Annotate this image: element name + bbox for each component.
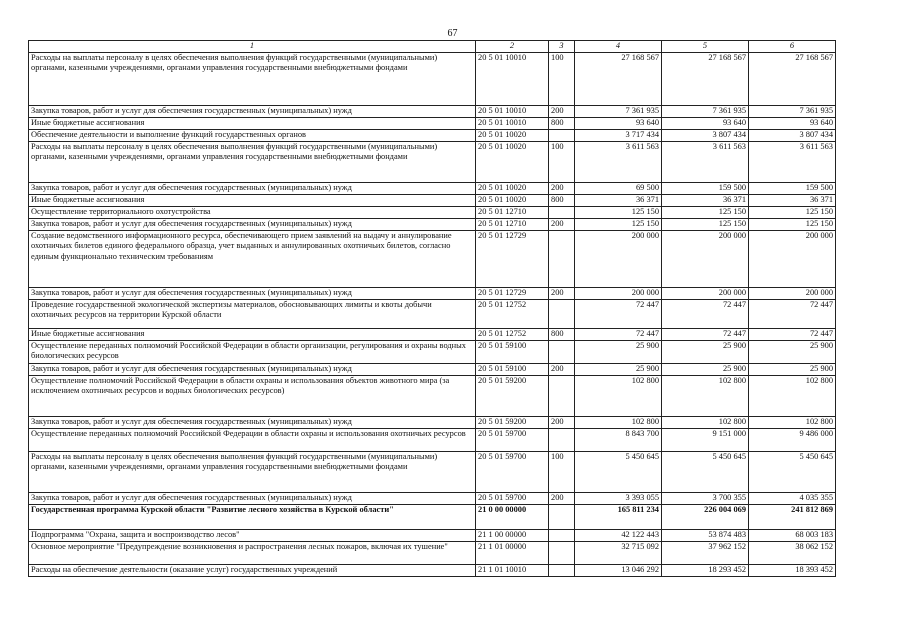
row-amount-year-1-cell: 93 640 <box>575 117 662 129</box>
row-code-cell: 20 5 01 10010 <box>476 117 549 129</box>
table-row <box>29 541 836 564</box>
row-code-cell: 20 5 01 59200 <box>476 416 549 428</box>
header-cell-expense-type: 3 <box>549 41 575 53</box>
row-code-cell: 20 5 01 12752 <box>476 299 549 328</box>
row-amount-year-2-cell: 226 004 069 <box>662 504 749 529</box>
header-cell-name: 1 <box>29 41 476 53</box>
row-amount-year-1-cell: 69 500 <box>575 182 662 194</box>
row-name-cell: Закупка товаров, работ и услуг для обеспечения государственных (муниципальных) нужд <box>29 363 476 375</box>
row-amount-year-3-cell: 159 500 <box>749 182 836 194</box>
row-amount-year-2-cell: 3 611 563 <box>662 141 749 182</box>
row-amount-year-2-cell: 159 500 <box>662 182 749 194</box>
row-expense-type-cell <box>549 564 575 576</box>
row-amount-year-3-cell: 93 640 <box>749 117 836 129</box>
row-amount-year-2-cell: 25 900 <box>662 340 749 363</box>
row-expense-type-cell: 100 <box>549 451 575 492</box>
row-expense-type-cell: 100 <box>549 52 575 105</box>
row-amount-year-3-cell: 72 447 <box>749 328 836 340</box>
row-name-cell: Проведение государственной экологической экспертизы материалов, обосновывающих лимиты и квоты добычи охотничьих ресурсов на территории Курской области <box>29 299 476 328</box>
row-code-cell: 20 5 01 12710 <box>476 206 549 218</box>
row-expense-type-cell: 200 <box>549 287 575 299</box>
row-name-cell: Расходы на обеспечение деятельности (оказание услуг) государственных учреждений <box>29 564 476 576</box>
row-code-cell: 20 5 01 10020 <box>476 129 549 141</box>
row-name-cell: Закупка товаров, работ и услуг для обеспечения государственных (муниципальных) нужд <box>29 416 476 428</box>
row-expense-type-cell <box>549 428 575 451</box>
budget-table <box>28 40 836 577</box>
row-amount-year-3-cell: 25 900 <box>749 340 836 363</box>
row-expense-type-cell <box>549 206 575 218</box>
table-row <box>29 117 836 129</box>
table-row <box>29 52 836 105</box>
row-amount-year-1-cell: 13 046 292 <box>575 564 662 576</box>
row-name-cell: Закупка товаров, работ и услуг для обеспечения государственных (муниципальных) нужд <box>29 218 476 230</box>
row-name-cell: Иные бюджетные ассигнования <box>29 194 476 206</box>
row-name-cell: Иные бюджетные ассигнования <box>29 117 476 129</box>
row-code-cell: 20 5 01 10020 <box>476 182 549 194</box>
row-name-cell: Расходы на выплаты персоналу в целях обеспечения выполнения функций государственными (муниципальными) органами, казенными учреждениями, органами управления государственными внебюджетными фондами <box>29 52 476 105</box>
row-expense-type-cell: 100 <box>549 141 575 182</box>
row-amount-year-2-cell: 125 150 <box>662 218 749 230</box>
row-amount-year-2-cell: 200 000 <box>662 230 749 287</box>
row-amount-year-2-cell: 125 150 <box>662 206 749 218</box>
row-expense-type-cell: 200 <box>549 363 575 375</box>
table-row <box>29 141 836 182</box>
row-amount-year-2-cell: 3 700 355 <box>662 492 749 504</box>
table-row <box>29 451 836 492</box>
row-name-cell: Основное мероприятие "Предупреждение возникновения и распространения лесных пожаров, включая их тушение" <box>29 541 476 564</box>
table-row <box>29 218 836 230</box>
row-expense-type-cell <box>549 340 575 363</box>
row-amount-year-3-cell: 68 003 183 <box>749 529 836 541</box>
row-code-cell: 21 1 01 10010 <box>476 564 549 576</box>
row-amount-year-2-cell: 5 450 645 <box>662 451 749 492</box>
table-row <box>29 529 836 541</box>
table-row <box>29 340 836 363</box>
row-name-cell: Иные бюджетные ассигнования <box>29 328 476 340</box>
row-expense-type-cell <box>549 129 575 141</box>
header-cell-year-2: 5 <box>662 41 749 53</box>
row-code-cell: 21 1 00 00000 <box>476 529 549 541</box>
row-name-cell: Подпрограмма "Охрана, защита и воспроизводство лесов" <box>29 529 476 541</box>
table-row <box>29 105 836 117</box>
table-row <box>29 206 836 218</box>
row-amount-year-1-cell: 25 900 <box>575 363 662 375</box>
row-code-cell: 20 5 01 59700 <box>476 492 549 504</box>
row-amount-year-1-cell: 165 811 234 <box>575 504 662 529</box>
table-row <box>29 504 836 529</box>
row-expense-type-cell <box>549 299 575 328</box>
row-amount-year-3-cell: 102 800 <box>749 375 836 416</box>
row-code-cell: 20 5 01 12752 <box>476 328 549 340</box>
row-amount-year-3-cell: 25 900 <box>749 363 836 375</box>
row-code-cell: 20 5 01 10020 <box>476 141 549 182</box>
row-amount-year-3-cell: 241 812 869 <box>749 504 836 529</box>
row-code-cell: 21 0 00 00000 <box>476 504 549 529</box>
row-code-cell: 20 5 01 59200 <box>476 375 549 416</box>
row-amount-year-2-cell: 18 293 452 <box>662 564 749 576</box>
row-code-cell: 20 5 01 12729 <box>476 230 549 287</box>
row-amount-year-1-cell: 125 150 <box>575 206 662 218</box>
row-name-cell: Закупка товаров, работ и услуг для обеспечения государственных (муниципальных) нужд <box>29 105 476 117</box>
row-expense-type-cell: 200 <box>549 492 575 504</box>
row-expense-type-cell: 800 <box>549 194 575 206</box>
row-amount-year-3-cell: 125 150 <box>749 206 836 218</box>
row-amount-year-2-cell: 72 447 <box>662 328 749 340</box>
table-row <box>29 416 836 428</box>
row-amount-year-2-cell: 37 962 152 <box>662 541 749 564</box>
row-amount-year-3-cell: 200 000 <box>749 230 836 287</box>
row-amount-year-2-cell: 27 168 567 <box>662 52 749 105</box>
row-amount-year-1-cell: 3 393 055 <box>575 492 662 504</box>
row-code-cell: 20 5 01 12710 <box>476 218 549 230</box>
row-amount-year-1-cell: 25 900 <box>575 340 662 363</box>
row-expense-type-cell: 800 <box>549 117 575 129</box>
row-name-cell: Осуществление полномочий Российской Федерации в области охраны и использования объектов животного мира (за исключением охотничьих ресурсов и водных биологических ресурсов) <box>29 375 476 416</box>
row-expense-type-cell: 200 <box>549 416 575 428</box>
row-name-cell: Осуществление территориального охотустройства <box>29 206 476 218</box>
row-amount-year-2-cell: 36 371 <box>662 194 749 206</box>
row-name-cell: Расходы на выплаты персоналу в целях обеспечения выполнения функций государственными (муниципальными) органами, казенными учреждениями, органами управления государственными внебюджетными фондами <box>29 451 476 492</box>
row-amount-year-2-cell: 200 000 <box>662 287 749 299</box>
table-row <box>29 287 836 299</box>
row-name-cell: Закупка товаров, работ и услуг для обеспечения государственных (муниципальных) нужд <box>29 287 476 299</box>
row-amount-year-1-cell: 72 447 <box>575 328 662 340</box>
row-amount-year-3-cell: 102 800 <box>749 416 836 428</box>
row-name-cell: Осуществление переданных полномочий Российской Федерации в области организации, регулирования и охраны водных биологических ресурсов <box>29 340 476 363</box>
row-expense-type-cell <box>549 375 575 416</box>
row-name-cell: Обеспечение деятельности и выполнение функций государственных органов <box>29 129 476 141</box>
row-amount-year-1-cell: 102 800 <box>575 375 662 416</box>
table-row <box>29 328 836 340</box>
row-amount-year-1-cell: 102 800 <box>575 416 662 428</box>
row-expense-type-cell <box>549 230 575 287</box>
row-amount-year-3-cell: 125 150 <box>749 218 836 230</box>
row-amount-year-2-cell: 72 447 <box>662 299 749 328</box>
row-amount-year-1-cell: 27 168 567 <box>575 52 662 105</box>
row-expense-type-cell: 200 <box>549 182 575 194</box>
row-amount-year-2-cell: 53 874 483 <box>662 529 749 541</box>
row-amount-year-2-cell: 3 807 434 <box>662 129 749 141</box>
row-code-cell: 20 5 01 59700 <box>476 451 549 492</box>
row-amount-year-1-cell: 7 361 935 <box>575 105 662 117</box>
row-amount-year-1-cell: 8 843 700 <box>575 428 662 451</box>
row-amount-year-3-cell: 3 807 434 <box>749 129 836 141</box>
page-number: 67 <box>447 28 458 39</box>
row-amount-year-3-cell: 4 035 355 <box>749 492 836 504</box>
row-code-cell: 20 5 01 10010 <box>476 52 549 105</box>
table-row <box>29 230 836 287</box>
table-row <box>29 492 836 504</box>
table-row <box>29 564 836 576</box>
row-expense-type-cell <box>549 529 575 541</box>
row-amount-year-1-cell: 72 447 <box>575 299 662 328</box>
row-code-cell: 20 5 01 12729 <box>476 287 549 299</box>
row-amount-year-1-cell: 32 715 092 <box>575 541 662 564</box>
row-name-cell: Осуществление переданных полномочий Российской Федерации в области охраны и использования охотничьих ресурсов <box>29 428 476 451</box>
row-expense-type-cell: 800 <box>549 328 575 340</box>
row-amount-year-1-cell: 36 371 <box>575 194 662 206</box>
table-header-row <box>29 41 836 53</box>
row-amount-year-2-cell: 102 800 <box>662 375 749 416</box>
row-code-cell: 20 5 01 59100 <box>476 363 549 375</box>
table-row <box>29 428 836 451</box>
row-expense-type-cell: 200 <box>549 218 575 230</box>
row-amount-year-1-cell: 42 122 443 <box>575 529 662 541</box>
row-amount-year-3-cell: 72 447 <box>749 299 836 328</box>
row-amount-year-3-cell: 7 361 935 <box>749 105 836 117</box>
row-code-cell: 20 5 01 10020 <box>476 194 549 206</box>
table-row <box>29 363 836 375</box>
row-amount-year-2-cell: 9 151 000 <box>662 428 749 451</box>
row-amount-year-2-cell: 7 361 935 <box>662 105 749 117</box>
table-row <box>29 299 836 328</box>
row-name-cell: Расходы на выплаты персоналу в целях обеспечения выполнения функций государственными (муниципальными) органами, казенными учреждениями, органами управления государственными внебюджетными фондами <box>29 141 476 182</box>
row-name-cell: Создание ведомственного информационного ресурса, обеспечивающего прием заявлений на выдачу и аннулирование охотничьих билетов единого федерального образца, учет выданных и аннулированных охотничьих билетов, согласно единым функционально техническим требованиям <box>29 230 476 287</box>
row-name-cell: Закупка товаров, работ и услуг для обеспечения государственных (муниципальных) нужд <box>29 182 476 194</box>
row-amount-year-3-cell: 38 062 152 <box>749 541 836 564</box>
header-cell-code: 2 <box>476 41 549 53</box>
row-amount-year-1-cell: 3 611 563 <box>575 141 662 182</box>
row-code-cell: 21 1 01 00000 <box>476 541 549 564</box>
row-amount-year-3-cell: 27 168 567 <box>749 52 836 105</box>
row-expense-type-cell <box>549 541 575 564</box>
row-amount-year-1-cell: 200 000 <box>575 230 662 287</box>
row-amount-year-2-cell: 102 800 <box>662 416 749 428</box>
row-amount-year-2-cell: 93 640 <box>662 117 749 129</box>
row-amount-year-3-cell: 18 393 452 <box>749 564 836 576</box>
row-amount-year-1-cell: 3 717 434 <box>575 129 662 141</box>
row-amount-year-3-cell: 36 371 <box>749 194 836 206</box>
table-row <box>29 129 836 141</box>
row-code-cell: 20 5 01 59700 <box>476 428 549 451</box>
row-name-cell: Государственная программа Курской области "Развитие лесного хозяйства в Курской области" <box>29 504 476 529</box>
row-amount-year-3-cell: 9 486 000 <box>749 428 836 451</box>
row-amount-year-3-cell: 3 611 563 <box>749 141 836 182</box>
row-expense-type-cell <box>549 504 575 529</box>
row-amount-year-1-cell: 200 000 <box>575 287 662 299</box>
row-name-cell: Закупка товаров, работ и услуг для обеспечения государственных (муниципальных) нужд <box>29 492 476 504</box>
row-amount-year-1-cell: 125 150 <box>575 218 662 230</box>
table-row <box>29 182 836 194</box>
row-amount-year-2-cell: 25 900 <box>662 363 749 375</box>
table-row <box>29 194 836 206</box>
row-amount-year-3-cell: 200 000 <box>749 287 836 299</box>
row-code-cell: 20 5 01 10010 <box>476 105 549 117</box>
row-expense-type-cell: 200 <box>549 105 575 117</box>
row-code-cell: 20 5 01 59100 <box>476 340 549 363</box>
header-cell-year-1: 4 <box>575 41 662 53</box>
row-amount-year-3-cell: 5 450 645 <box>749 451 836 492</box>
table-row <box>29 375 836 416</box>
row-amount-year-1-cell: 5 450 645 <box>575 451 662 492</box>
header-cell-year-3: 6 <box>749 41 836 53</box>
